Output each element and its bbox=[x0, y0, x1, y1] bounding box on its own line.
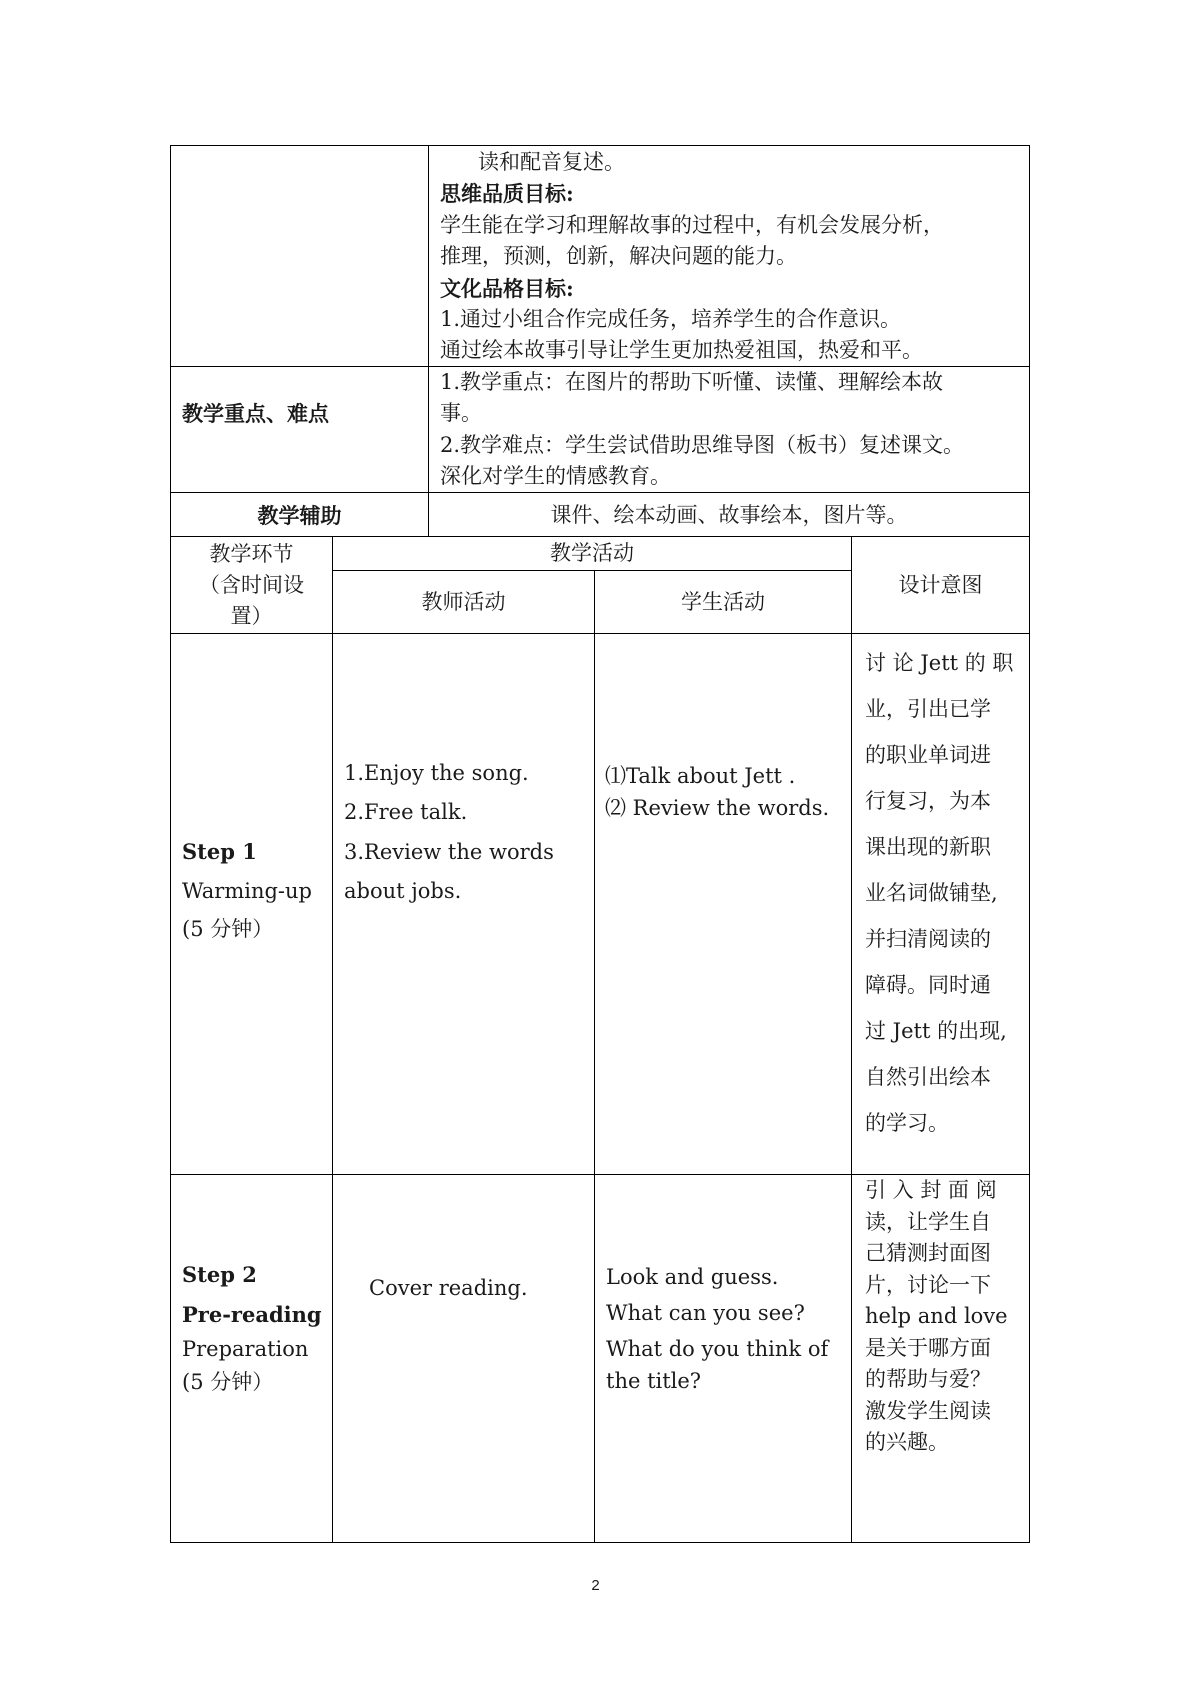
header-teacher: 教师活动 bbox=[421, 590, 506, 614]
step1-intent: 讨 论 Jett 的 职 bbox=[865, 651, 1014, 675]
step2-student-activity: What can you see? bbox=[606, 1301, 805, 1325]
border bbox=[1029, 145, 1030, 1543]
step1-intent: 自然引出绘本 bbox=[865, 1065, 991, 1089]
step2-intent: 读，让学生自 bbox=[865, 1210, 991, 1234]
border bbox=[170, 145, 171, 1543]
objective-line: 读和配音复述。 bbox=[478, 150, 625, 174]
step2-subtitle: Pre-reading bbox=[182, 1302, 322, 1327]
aids-value: 课件、绘本动画、故事绘本，图片等。 bbox=[550, 503, 908, 527]
focus-text: 1.教学重点：在图片的帮助下听懂、读懂、理解绘本故 bbox=[440, 370, 944, 394]
step2-intent: 的兴趣。 bbox=[865, 1430, 949, 1454]
step1-teacher-activity: 2.Free talk. bbox=[344, 800, 468, 824]
step1-teacher-activity: about jobs. bbox=[344, 879, 462, 903]
border bbox=[851, 536, 852, 1543]
border bbox=[332, 570, 851, 571]
step1-student-activity: ⑴Talk about Jett . bbox=[605, 764, 796, 788]
border bbox=[170, 145, 1029, 146]
header-stage: （含时间设 bbox=[199, 573, 304, 597]
header-stage: 教学环节 bbox=[209, 542, 294, 566]
step1-time: (5 分钟） bbox=[182, 917, 274, 941]
step1-title: Step 1 bbox=[182, 839, 257, 864]
page-number: 2 bbox=[591, 1577, 600, 1594]
header-activities: 教学活动 bbox=[550, 541, 634, 565]
thinking-heading: 思维品质目标: bbox=[440, 181, 574, 206]
border bbox=[170, 633, 1029, 634]
step1-intent: 课出现的新职 bbox=[865, 835, 991, 859]
step2-intent: 的帮助与爱？ bbox=[865, 1367, 991, 1391]
step1-intent: 的学习。 bbox=[865, 1111, 949, 1135]
culture-text: 通过绘本故事引导让学生更加热爱祖国，热爱和平。 bbox=[440, 338, 923, 362]
header-stage: 置） bbox=[230, 604, 273, 628]
border bbox=[332, 536, 333, 1543]
step1-intent: 过 Jett 的出现, bbox=[865, 1019, 1007, 1043]
step2-student-activity: the title? bbox=[606, 1369, 702, 1393]
step2-teacher-activity: Cover reading. bbox=[369, 1276, 528, 1300]
step1-intent: 并扫清阅读的 bbox=[865, 927, 991, 951]
culture-text: 1.通过小组合作完成任务，培养学生的合作意识。 bbox=[440, 307, 902, 331]
step1-intent: 障碍。同时通 bbox=[865, 973, 991, 997]
step2-intent: 是关于哪方面 bbox=[865, 1336, 991, 1360]
step1-subtitle: Warming-up bbox=[182, 879, 312, 903]
step2-intent: 激发学生阅读 bbox=[865, 1399, 991, 1423]
step1-intent: 的职业单词进 bbox=[865, 743, 991, 767]
focus-text: 深化对学生的情感教育。 bbox=[440, 464, 671, 488]
step1-intent: 行复习，为本 bbox=[865, 789, 991, 813]
step2-intent: 己猜测封面图 bbox=[865, 1241, 991, 1265]
step1-teacher-activity: 1.Enjoy the song. bbox=[344, 761, 529, 785]
header-student: 学生活动 bbox=[681, 590, 765, 614]
thinking-text: 推理，预测，创新，解决问题的能力。 bbox=[440, 244, 797, 268]
focus-text: 事。 bbox=[440, 401, 482, 425]
step1-student-activity: ⑵ Review the words. bbox=[605, 796, 830, 820]
border bbox=[594, 570, 595, 1543]
focus-text: 2.教学难点：学生尝试借助思维导图（板书）复述课文。 bbox=[440, 433, 965, 457]
step2-title: Step 2 bbox=[182, 1262, 257, 1287]
thinking-text: 学生能在学习和理解故事的过程中，有机会发展分析， bbox=[440, 213, 944, 237]
step2-intent: 引 入 封 面 阅 bbox=[865, 1178, 997, 1202]
step2-subtitle: Preparation bbox=[182, 1337, 309, 1361]
culture-heading: 文化品格目标: bbox=[440, 276, 574, 301]
border bbox=[170, 1542, 1029, 1543]
step2-student-activity: What do you think of bbox=[606, 1337, 829, 1361]
border bbox=[428, 145, 429, 537]
step1-teacher-activity: 3.Review the words bbox=[344, 840, 554, 864]
step1-intent: 业，引出已学 bbox=[865, 697, 991, 721]
aids-label: 教学辅助 bbox=[257, 503, 342, 528]
header-intent: 设计意图 bbox=[898, 573, 983, 597]
step2-intent: help and love bbox=[865, 1304, 1008, 1328]
step1-intent: 业名词做铺垫, bbox=[865, 881, 998, 905]
step2-time: (5 分钟） bbox=[182, 1370, 274, 1394]
step2-intent: 片，讨论一下 bbox=[865, 1273, 991, 1297]
focus-label: 教学重点、难点 bbox=[182, 401, 329, 426]
border bbox=[170, 492, 1029, 493]
border bbox=[170, 536, 1029, 537]
step2-student-activity: Look and guess. bbox=[606, 1265, 779, 1289]
